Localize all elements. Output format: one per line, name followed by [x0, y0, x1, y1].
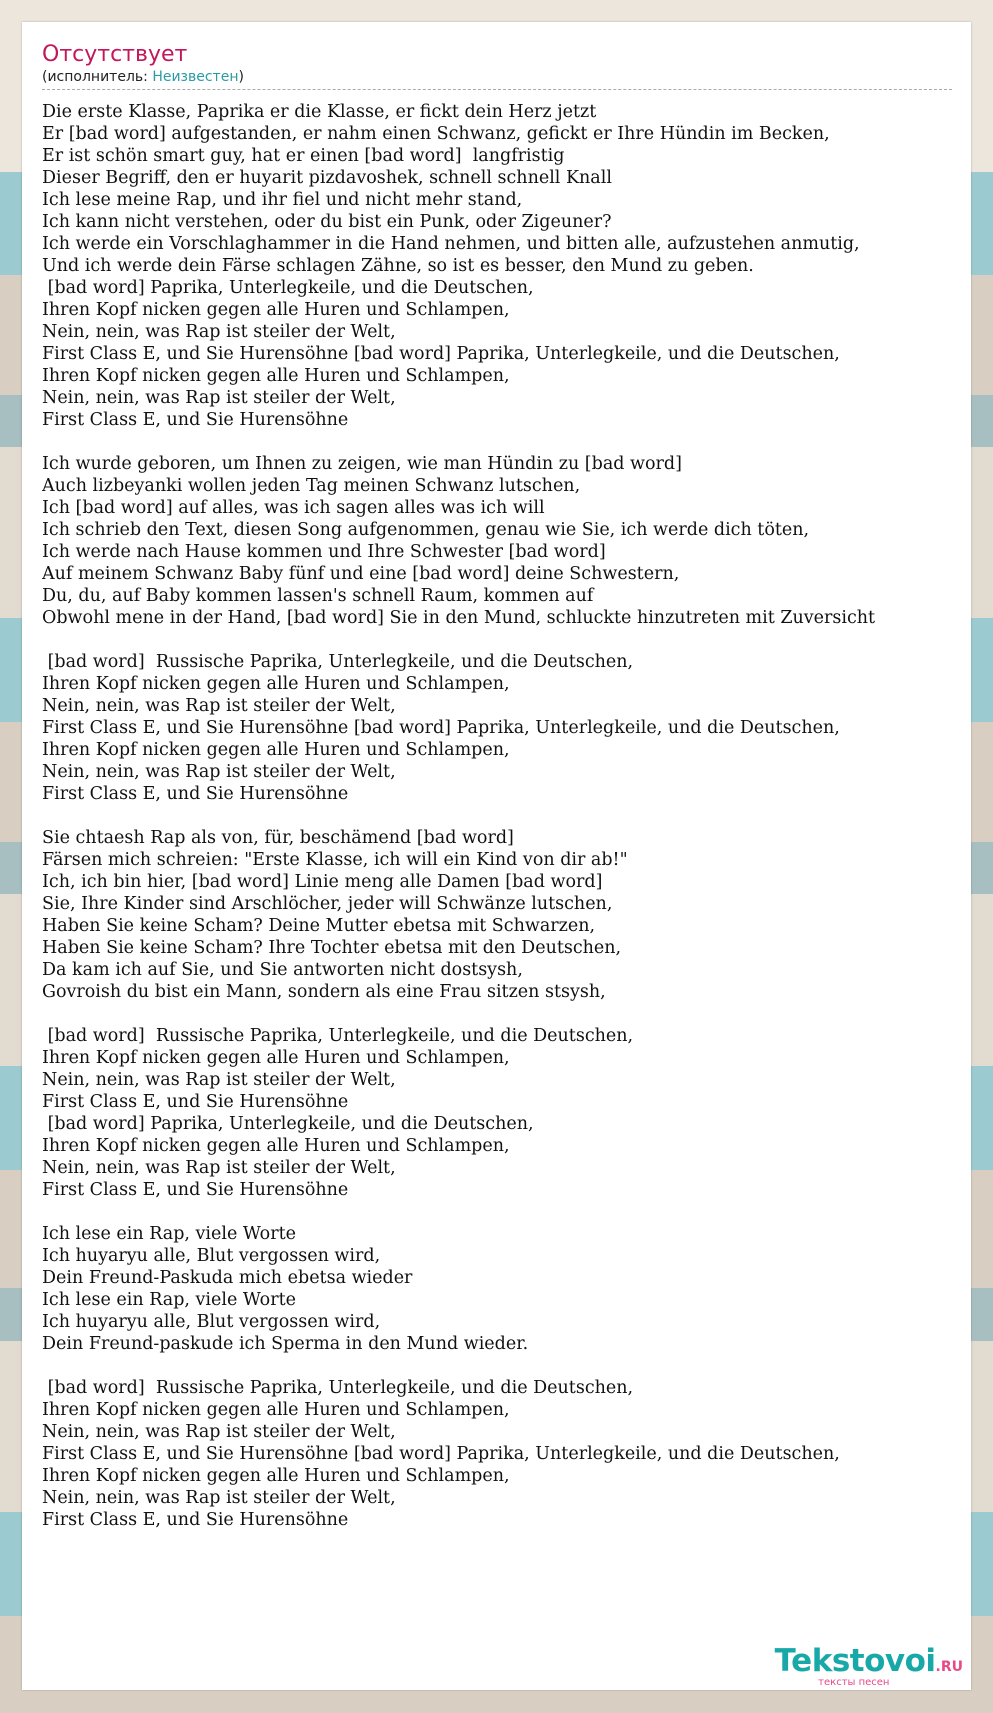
lyrics-line: [bad word] Russische Paprika, Unterlegkeile, und die Deutschen,	[42, 652, 634, 672]
lyrics-line: Govroish du bist ein Mann, sondern als eine Frau sitzen stsysh,	[42, 982, 606, 1002]
lyrics-line: Und ich werde dein Färse schlagen Zähne, so ist es besser, den Mund zu geben.	[42, 256, 754, 276]
lyrics-line: Ihren Kopf nicken gegen alle Huren und Schlampen,	[42, 1048, 510, 1068]
artist-line	[42, 68, 972, 86]
lyrics-line: Ich [bad word] auf alles, was ich sagen alles was ich will	[42, 498, 545, 518]
lyrics-line: Ihren Kopf nicken gegen alle Huren und Schlampen,	[42, 740, 510, 760]
lyrics-line: Ich huyaryu alle, Blut vergossen wird,	[42, 1312, 381, 1332]
content-card	[22, 22, 971, 1690]
lyrics-line: Ihren Kopf nicken gegen alle Huren und Schlampen,	[42, 366, 510, 386]
header-divider	[42, 89, 952, 90]
lyrics-line: Dieser Begriff, den er huyarit pizdavoshek, schnell schnell Knall	[42, 168, 612, 188]
lyrics-line: Er ist schön smart guy, hat er einen [bad word] langfristig	[42, 146, 565, 166]
lyrics-line: [bad word] Paprika, Unterlegkeile, und die Deutschen,	[42, 1114, 534, 1134]
lyrics-line: Dein Freund-paskude ich Sperma in den Mund wieder.	[42, 1334, 529, 1354]
lyrics-line: Ich lese ein Rap, viele Worte	[42, 1224, 296, 1244]
lyrics-line: Ich huyaryu alle, Blut vergossen wird,	[42, 1246, 381, 1266]
lyrics-line: Färsen mich schreien: "Erste Klasse, ich will ein Kind von dir ab!"	[42, 850, 628, 870]
lyrics-line: [bad word] Russische Paprika, Unterlegkeile, und die Deutschen,	[42, 1378, 634, 1398]
artist-suffix: )	[238, 69, 244, 85]
lyrics-line: First Class E, und Sie Hurensöhne [bad word] Paprika, Unterlegkeile, und die Deutschen,	[42, 344, 840, 364]
logo-wordmark	[775, 1644, 963, 1678]
lyrics-line: Nein, nein, was Rap ist steiler der Welt,	[42, 388, 396, 408]
lyrics-line: Sie chtaesh Rap als von, für, beschämend [bad word]	[42, 828, 514, 848]
lyrics-line: Nein, nein, was Rap ist steiler der Welt,	[42, 322, 396, 342]
lyrics-line	[42, 1354, 967, 1376]
lyrics-line: First Class E, und Sie Hurensöhne	[42, 1092, 349, 1112]
lyrics-line	[42, 628, 967, 650]
lyrics-line	[42, 1200, 967, 1222]
lyrics-line: First Class E, und Sie Hurensöhne	[42, 410, 349, 430]
lyrics-line: Ich lese meine Rap, und ihr fiel und nicht mehr stand,	[42, 190, 523, 210]
lyrics-line: Nein, nein, was Rap ist steiler der Welt,	[42, 762, 396, 782]
lyrics-line: Nein, nein, was Rap ist steiler der Welt,	[42, 696, 396, 716]
lyrics-line: Auf meinem Schwanz Baby fünf und eine [bad word] deine Schwestern,	[42, 564, 680, 584]
lyrics-line	[42, 430, 967, 452]
lyrics-line: Sie, Ihre Kinder sind Arschlöcher, jeder will Schwänze lutschen,	[42, 894, 613, 914]
lyrics-line: Haben Sie keine Scham? Ihre Tochter ebetsa mit den Deutschen,	[42, 938, 622, 958]
lyrics-text	[42, 100, 967, 1530]
lyrics-line: Nein, nein, was Rap ist steiler der Welt,	[42, 1158, 396, 1178]
lyrics-line: Da kam ich auf Sie, und Sie antworten nicht dostsysh,	[42, 960, 523, 980]
logo-tagline: тексты песен	[818, 1677, 890, 1688]
lyrics-line: Nein, nein, was Rap ist steiler der Welt,	[42, 1422, 396, 1442]
lyrics-line: First Class E, und Sie Hurensöhne	[42, 1180, 349, 1200]
lyrics-line: Ich werde nach Hause kommen und Ihre Schwester [bad word]	[42, 542, 606, 562]
lyrics-line: Ich, ich bin hier, [bad word] Linie meng alle Damen [bad word]	[42, 872, 603, 892]
lyrics-line: First Class E, und Sie Hurensöhne	[42, 784, 349, 804]
lyrics-line	[42, 1002, 967, 1024]
lyrics-line: Ihren Kopf nicken gegen alle Huren und Schlampen,	[42, 1136, 510, 1156]
lyrics-line: Nein, nein, was Rap ist steiler der Welt,	[42, 1070, 396, 1090]
lyrics-line: Haben Sie keine Scham? Deine Mutter ebetsa mit Schwarzen,	[42, 916, 596, 936]
lyrics-line: Ihren Kopf nicken gegen alle Huren und Schlampen,	[42, 300, 510, 320]
lyrics-line: Obwohl mene in der Hand, [bad word] Sie in den Mund, schluckte hinzutreten mit Zuversicht	[42, 608, 876, 628]
lyrics-line: Ihren Kopf nicken gegen alle Huren und Schlampen,	[42, 1466, 510, 1486]
lyrics-line: Du, du, auf Baby kommen lassen's schnell Raum, kommen auf	[42, 586, 594, 606]
site-logo[interactable]	[775, 1644, 963, 1688]
lyrics-line: [bad word] Paprika, Unterlegkeile, und die Deutschen,	[42, 278, 534, 298]
lyrics-line: First Class E, und Sie Hurensöhne	[42, 1510, 349, 1530]
lyrics-line: First Class E, und Sie Hurensöhne [bad word] Paprika, Unterlegkeile, und die Deutschen,	[42, 718, 840, 738]
lyrics-line: Ich kann nicht verstehen, oder du bist ein Punk, oder Zigeuner?	[42, 212, 612, 232]
lyrics-line	[42, 804, 967, 826]
lyrics-line: Nein, nein, was Rap ist steiler der Welt,	[42, 1488, 396, 1508]
lyrics-line: Ihren Kopf nicken gegen alle Huren und Schlampen,	[42, 1400, 510, 1420]
lyrics-line: Ich werde ein Vorschlaghammer in die Hand nehmen, und bitten alle, aufzustehen anmutig,	[42, 234, 860, 254]
lyrics-line: Er [bad word] aufgestanden, er nahm einen Schwanz, gefickt er Ihre Hündin im Becken,	[42, 124, 830, 144]
lyrics-line: Ich lese ein Rap, viele Worte	[42, 1290, 296, 1310]
artist-link[interactable]: Неизвестен	[152, 69, 239, 85]
lyrics-line: First Class E, und Sie Hurensöhne [bad word] Paprika, Unterlegkeile, und die Deutschen,	[42, 1444, 840, 1464]
lyrics-line: Ihren Kopf nicken gegen alle Huren und Schlampen,	[42, 674, 510, 694]
artist-prefix: (исполнитель:	[42, 69, 153, 85]
lyrics-line: [bad word] Russische Paprika, Unterlegkeile, und die Deutschen,	[42, 1026, 634, 1046]
lyrics-line: Auch lizbeyanki wollen jeden Tag meinen Schwanz lutschen,	[42, 476, 581, 496]
logo-name: Tekstovoi	[774, 1643, 936, 1679]
lyrics-line: Die erste Klasse, Paprika er die Klasse, er fickt dein Herz jetzt	[42, 102, 597, 122]
lyrics-line: Ich schrieb den Text, diesen Song aufgenommen, genau wie Sie, ich werde dich töten,	[42, 520, 810, 540]
lyrics-line: Dein Freund-Paskuda mich ebetsa wieder	[42, 1268, 413, 1288]
song-header	[42, 42, 972, 86]
lyrics-line: Ich wurde geboren, um Ihnen zu zeigen, wie man Hündin zu [bad word]	[42, 454, 682, 474]
logo-tld: .RU	[935, 1659, 963, 1675]
song-title: Отсутствует	[42, 42, 188, 67]
